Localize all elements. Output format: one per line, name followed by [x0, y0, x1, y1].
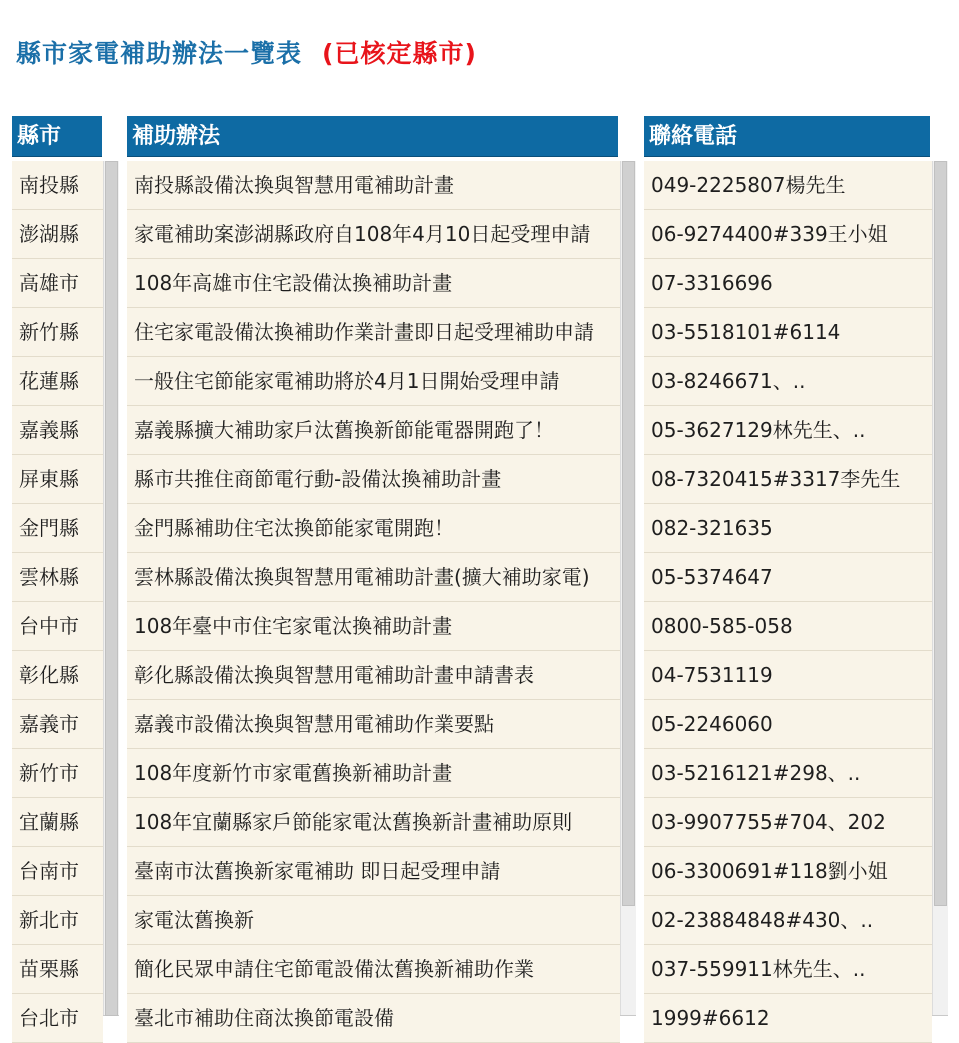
page-title-main: 縣市家電補助辦法一覽表 [16, 39, 303, 68]
phone-cell: 03-8246671、.. [644, 357, 932, 406]
plan-link[interactable]: 臺北市補助住商汰換節電設備 [127, 994, 620, 1043]
county-cell: 花蓮縣 [12, 357, 103, 406]
phone-cell: 037-559911林先生、.. [644, 945, 932, 994]
plan-link[interactable]: 108年高雄市住宅設備汰換補助計畫 [127, 259, 620, 308]
phone-rows [644, 161, 932, 1043]
county-column-header: 縣市 [12, 116, 102, 157]
county-cell: 澎湖縣 [12, 210, 103, 259]
plan-link[interactable]: 彰化縣設備汰換與智慧用電補助計畫申請書表 [127, 651, 620, 700]
phone-cell: 03-5518101#6114 [644, 308, 932, 357]
phone-cell: 06-9274400#339王小姐 [644, 210, 932, 259]
county-cell: 台南市 [12, 847, 103, 896]
plan-link[interactable]: 一般住宅節能家電補助將於4月1日開始受理申請 [127, 357, 620, 406]
plan-link[interactable]: 108年度新竹市家電舊換新補助計畫 [127, 749, 620, 798]
county-cell: 嘉義縣 [12, 406, 103, 455]
plan-link[interactable]: 108年臺中市住宅家電汰換補助計畫 [127, 602, 620, 651]
plan-link[interactable]: 雲林縣設備汰換與智慧用電補助計畫(擴大補助家電) [127, 553, 620, 602]
county-rows [12, 161, 103, 1043]
plan-link[interactable]: 縣市共推住商節電行動-設備汰換補助計畫 [127, 455, 620, 504]
page-title [16, 34, 477, 70]
county-scroll-thumb[interactable] [105, 161, 118, 1016]
county-cell: 彰化縣 [12, 651, 103, 700]
plan-rows [127, 161, 620, 1043]
county-cell: 台中市 [12, 602, 103, 651]
plan-link[interactable]: 家電汰舊換新 [127, 896, 620, 945]
county-cell: 高雄市 [12, 259, 103, 308]
plan-link[interactable]: 嘉義市設備汰換與智慧用電補助作業要點 [127, 700, 620, 749]
plan-link[interactable]: 嘉義縣擴大補助家戶汰舊換新節能電器開跑了！ [127, 406, 620, 455]
phone-scrollbar[interactable] [932, 161, 948, 1015]
phone-scroll-thumb[interactable] [934, 161, 947, 906]
plan-scrollbar[interactable] [620, 161, 636, 1015]
phone-cell: 06-3300691#118劉小姐 [644, 847, 932, 896]
phone-column-header: 聯絡電話 [644, 116, 930, 157]
phone-cell: 03-5216121#298、.. [644, 749, 932, 798]
county-cell: 嘉義市 [12, 700, 103, 749]
county-list [12, 161, 119, 1030]
county-cell: 新竹市 [12, 749, 103, 798]
phone-list [644, 161, 948, 1030]
county-cell: 宜蘭縣 [12, 798, 103, 847]
phone-cell: 07-3316696 [644, 259, 932, 308]
plan-link[interactable]: 住宅家電設備汰換補助作業計畫即日起受理補助申請 [127, 308, 620, 357]
phone-column [644, 116, 948, 1030]
phone-cell: 05-5374647 [644, 553, 932, 602]
plan-link[interactable]: 臺南市汰舊換新家電補助 即日起受理申請 [127, 847, 620, 896]
county-cell: 金門縣 [12, 504, 103, 553]
plan-link[interactable]: 金門縣補助住宅汰換節能家電開跑！ [127, 504, 620, 553]
plan-link[interactable]: 108年宜蘭縣家戶節能家電汰舊換新計畫補助原則 [127, 798, 620, 847]
plan-column [127, 116, 636, 1030]
phone-cell: 02-23884848#430、.. [644, 896, 932, 945]
phone-cell: 03-9907755#704、202 [644, 798, 932, 847]
phone-cell: 082-321635 [644, 504, 932, 553]
plan-link[interactable]: 簡化民眾申請住宅節電設備汰舊換新補助作業 [127, 945, 620, 994]
plan-list [127, 161, 636, 1030]
county-cell: 台北市 [12, 994, 103, 1043]
county-cell: 雲林縣 [12, 553, 103, 602]
plan-column-header: 補助辦法 [127, 116, 618, 157]
county-cell: 新竹縣 [12, 308, 103, 357]
page-title-subtitle: (已核定縣市) [322, 39, 477, 68]
plan-link[interactable]: 南投縣設備汰換與智慧用電補助計畫 [127, 161, 620, 210]
county-cell: 南投縣 [12, 161, 103, 210]
county-cell: 苗栗縣 [12, 945, 103, 994]
county-cell: 新北市 [12, 896, 103, 945]
phone-cell: 05-3627129林先生、.. [644, 406, 932, 455]
phone-cell: 049-2225807楊先生 [644, 161, 932, 210]
phone-cell: 1999#6612 [644, 994, 932, 1043]
phone-cell: 04-7531119 [644, 651, 932, 700]
phone-cell: 08-7320415#3317李先生 [644, 455, 932, 504]
phone-cell: 05-2246060 [644, 700, 932, 749]
plan-link[interactable]: 家電補助案澎湖縣政府自108年4月10日起受理申請 [127, 210, 620, 259]
county-cell: 屏東縣 [12, 455, 103, 504]
phone-cell: 0800-585-058 [644, 602, 932, 651]
county-column [12, 116, 119, 1030]
county-scrollbar[interactable] [103, 161, 119, 1015]
plan-scroll-thumb[interactable] [622, 161, 635, 906]
